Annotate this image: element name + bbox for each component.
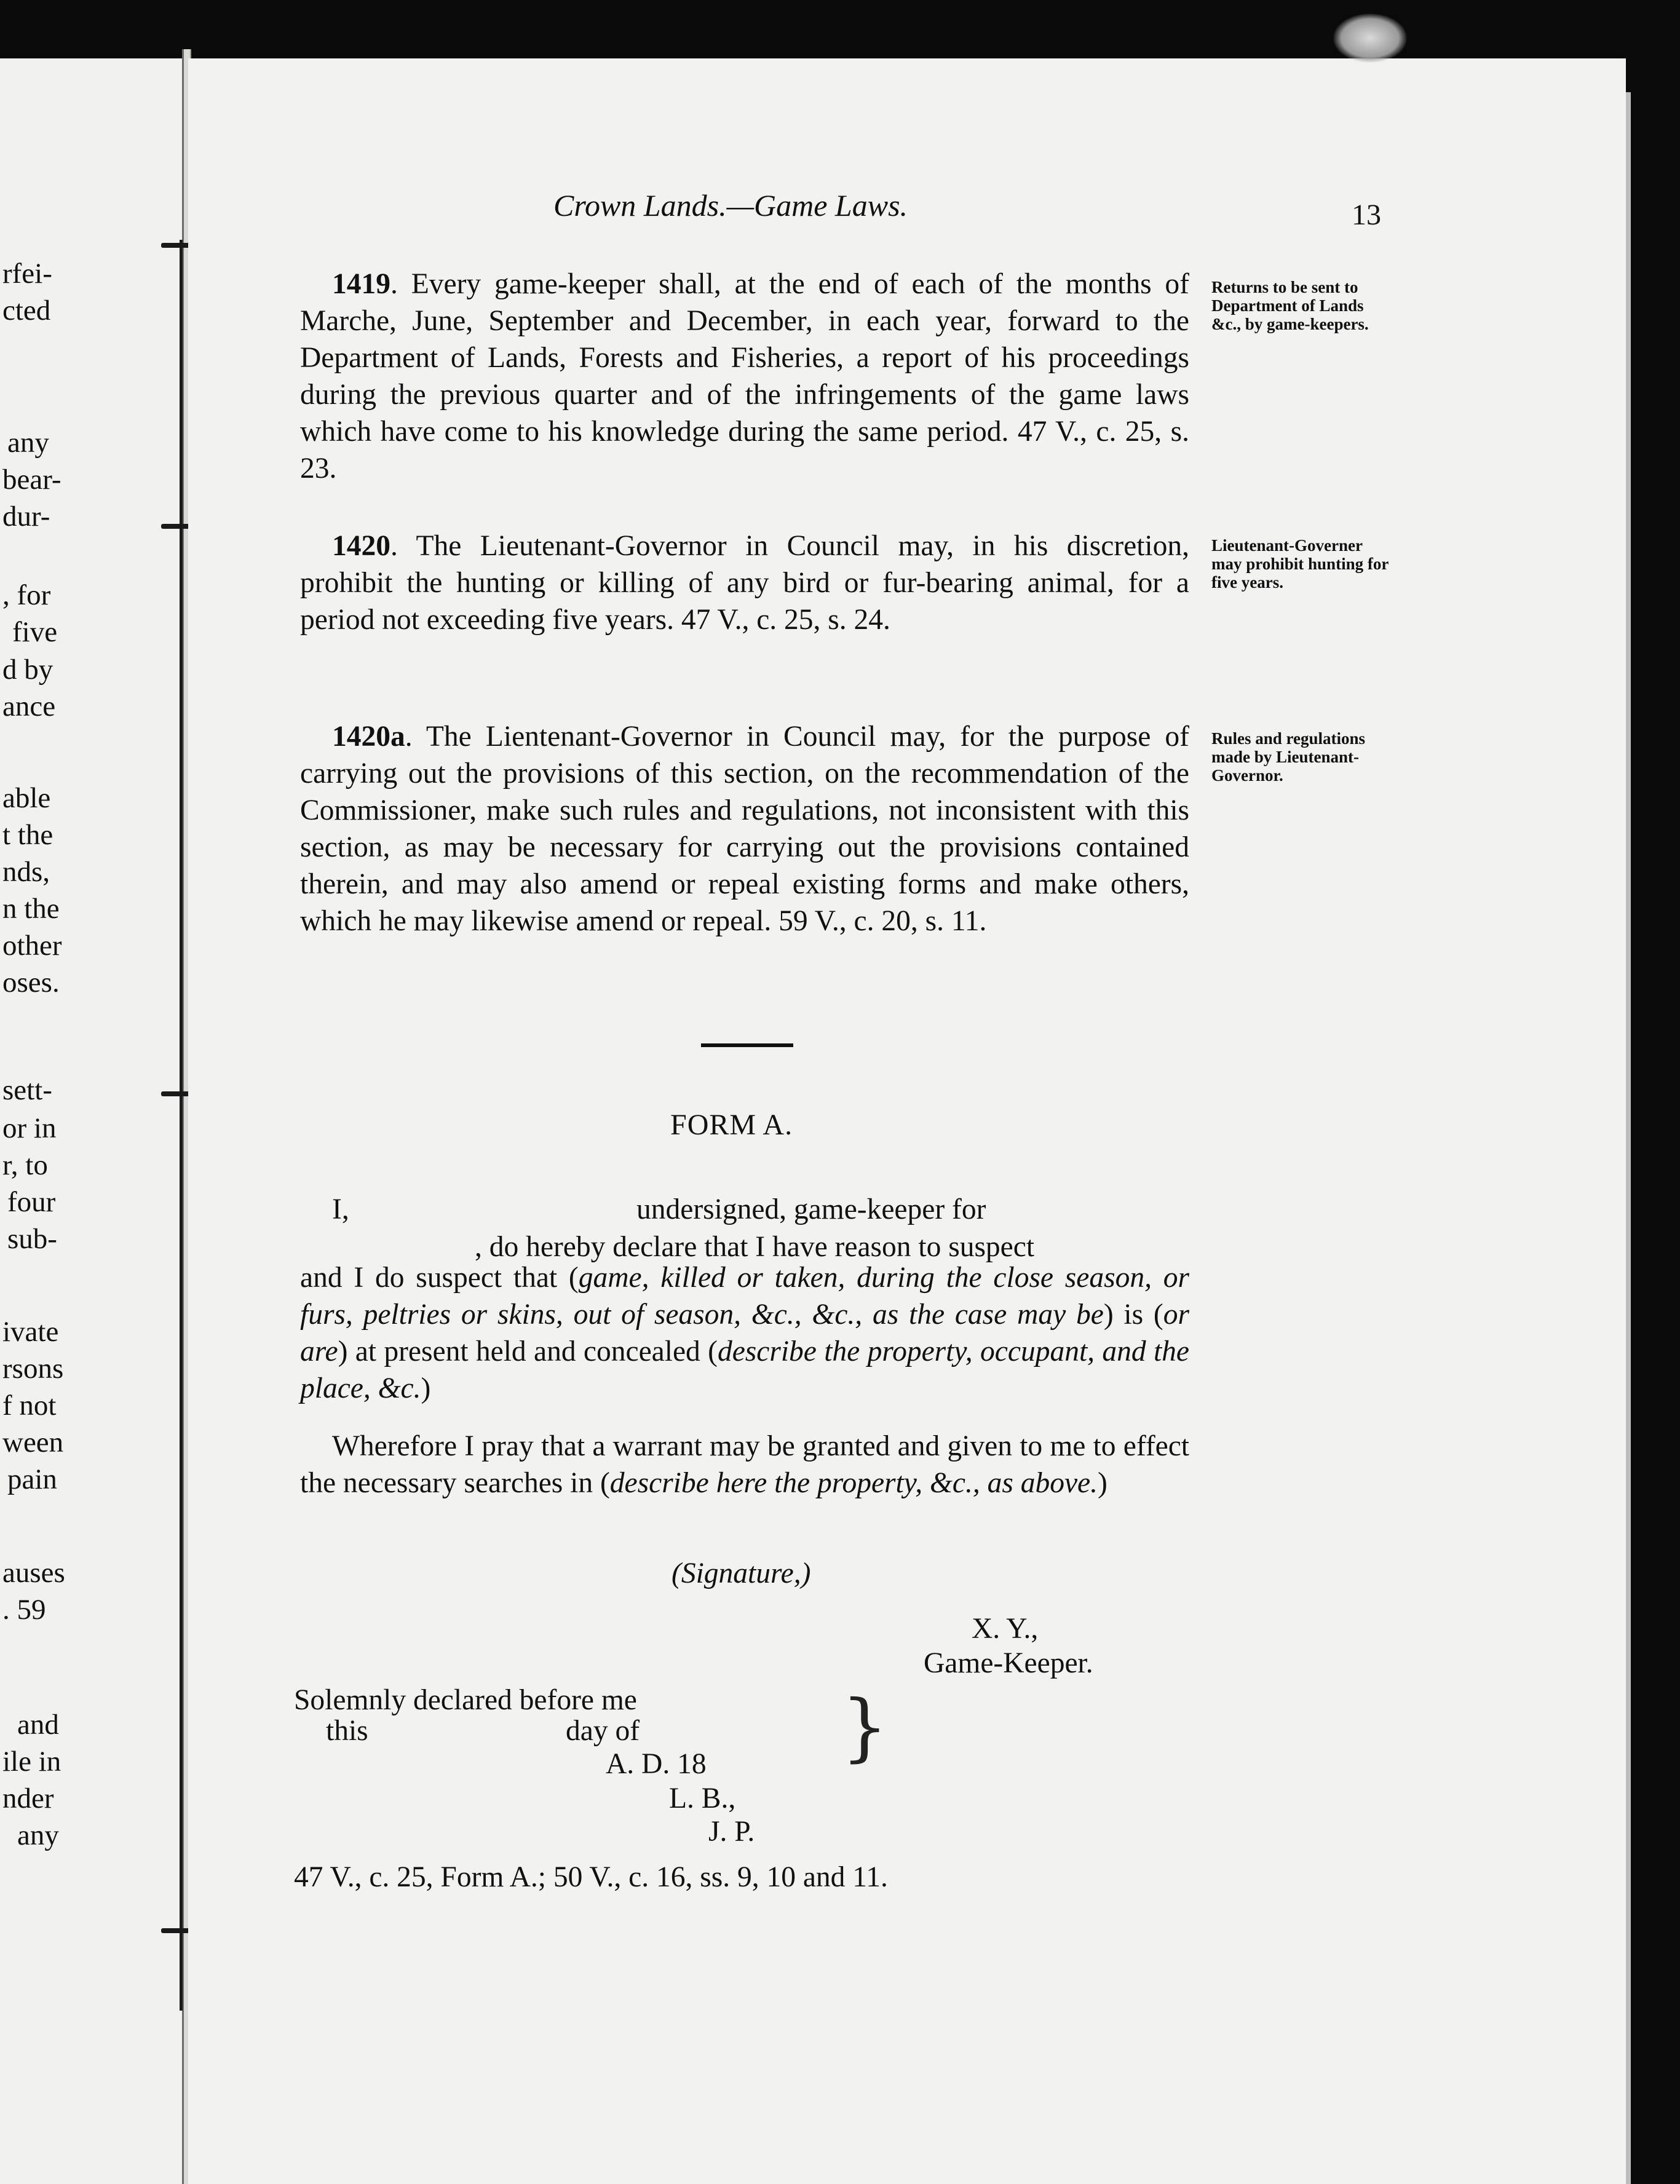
fragment: rsons	[2, 1353, 64, 1385]
fragment: dur-	[2, 501, 50, 532]
section-text: . The Lientenant-Governor in Council may, for the purpose of carrying out the provisions of this section, on the recommendation of the Commissioner, make such rules and regulations, not inconsistent with this section, as may be necessary for carrying out the provisions contained therein, and may also amend or repeal existing forms and make others, which he may likewise amend or repeal. 59 V., c. 20, s. 11.	[300, 721, 1189, 937]
fragment: oses.	[2, 967, 60, 999]
fragment: ance	[2, 690, 56, 722]
section-rule	[701, 1043, 793, 1047]
justice-title: J. P.	[708, 1816, 755, 1848]
brace-icon: }	[841, 1685, 889, 1770]
section-1420	[300, 528, 1189, 638]
declaration-line: A. D. 18	[606, 1748, 707, 1780]
fragment: ween	[2, 1426, 64, 1458]
fragment: . 59	[2, 1594, 46, 1626]
ink-blot	[1333, 14, 1407, 63]
form-line: , do hereby declare that I have reason to suspect	[475, 1231, 1035, 1263]
section-text: . Every game-keeper shall, at the end of each of the months of Marche, June, September and December, in each year, forward to the Department of Lands, Forests and Fisheries, a report of his proceedings during the previous quarter and of the infringements of the game laws which have come to his knowledge during the same period. 47 V., c. 25, s. 23.	[300, 268, 1189, 485]
fragment: cted	[2, 295, 51, 326]
fragment: nds,	[2, 856, 50, 888]
page-edge	[1626, 92, 1631, 2184]
binding-thread	[180, 240, 183, 2011]
section-1419	[300, 266, 1189, 487]
fragment: sett-	[2, 1074, 52, 1106]
fragment: rfei-	[2, 258, 52, 290]
fragment: any	[7, 427, 49, 459]
fragment: ile in	[2, 1746, 61, 1778]
fragment: able	[2, 782, 51, 814]
form-title: FORM A.	[670, 1109, 793, 1141]
fragment: ivate	[2, 1316, 59, 1348]
section-number: 1419	[332, 268, 390, 300]
section-number: 1420	[332, 530, 390, 562]
section-number: 1420a	[332, 721, 405, 753]
fragment: and	[17, 1709, 59, 1741]
section-1420a	[300, 718, 1189, 940]
form-line: I,	[332, 1193, 349, 1225]
form-paragraph: Wherefore I pray that a warrant may be granted and given to me to effect the necessary searches in (describe here the property, &c., as above.)	[300, 1430, 1189, 1499]
fragment: other	[2, 930, 62, 962]
fragment: t the	[2, 819, 53, 851]
fragment: any	[17, 1819, 59, 1851]
declaration-line: this	[326, 1715, 368, 1747]
declaration-line: day of	[566, 1715, 640, 1747]
section-text: . The Lieutenant-Governor in Council may, in his discretion, prohibit the hunting or killing of any bird or fur-bearing animal, for a period not exceeding five years. 47 V., c. 25, s. 24.	[300, 530, 1189, 636]
signature-label: (Signature,)	[672, 1557, 811, 1589]
fragment: five	[12, 616, 58, 648]
fragment: sub-	[7, 1223, 57, 1255]
fragment: f not	[2, 1390, 57, 1422]
fragment: four	[7, 1186, 56, 1218]
margin-note: Lieutenant-Governer may prohibit hunting for five years.	[1211, 536, 1389, 592]
fragment: n the	[2, 893, 60, 925]
fragment: or in	[2, 1112, 57, 1144]
fragment: auses	[2, 1557, 65, 1589]
fragment: pain	[7, 1463, 57, 1495]
signer-title: Game-Keeper.	[924, 1647, 1093, 1679]
declaration-line: Solemnly declared before me	[294, 1684, 637, 1716]
fragment: r, to	[2, 1149, 48, 1181]
justice-name: L. B.,	[669, 1782, 736, 1814]
fragment: d by	[2, 654, 53, 686]
form-paragraph: and I do suspect that (game, killed or taken, during the close season, or furs, peltries or skins, out of season, &c., &c., as the case may be) is (or are) at present held and concealed (describe the property, occupant, and the place, &c.)	[300, 1262, 1190, 1404]
page-number: 13	[1352, 199, 1381, 231]
signer-name: X. Y.,	[972, 1613, 1039, 1645]
running-head: Crown Lands.—Game Laws.	[553, 188, 908, 223]
fragment: , for	[2, 579, 51, 611]
fragment: bear-	[2, 464, 61, 496]
form-citation: 47 V., c. 25, Form A.; 50 V., c. 16, ss. 9, 10 and 11.	[294, 1861, 888, 1893]
margin-note: Returns to be sent to Department of Lands &c., by game-keepers.	[1211, 278, 1369, 333]
form-line: undersigned, game-keeper for	[636, 1193, 986, 1225]
margin-note: Rules and regulations made by Lieutenant-Governor.	[1211, 729, 1366, 785]
fragment: nder	[2, 1782, 54, 1814]
